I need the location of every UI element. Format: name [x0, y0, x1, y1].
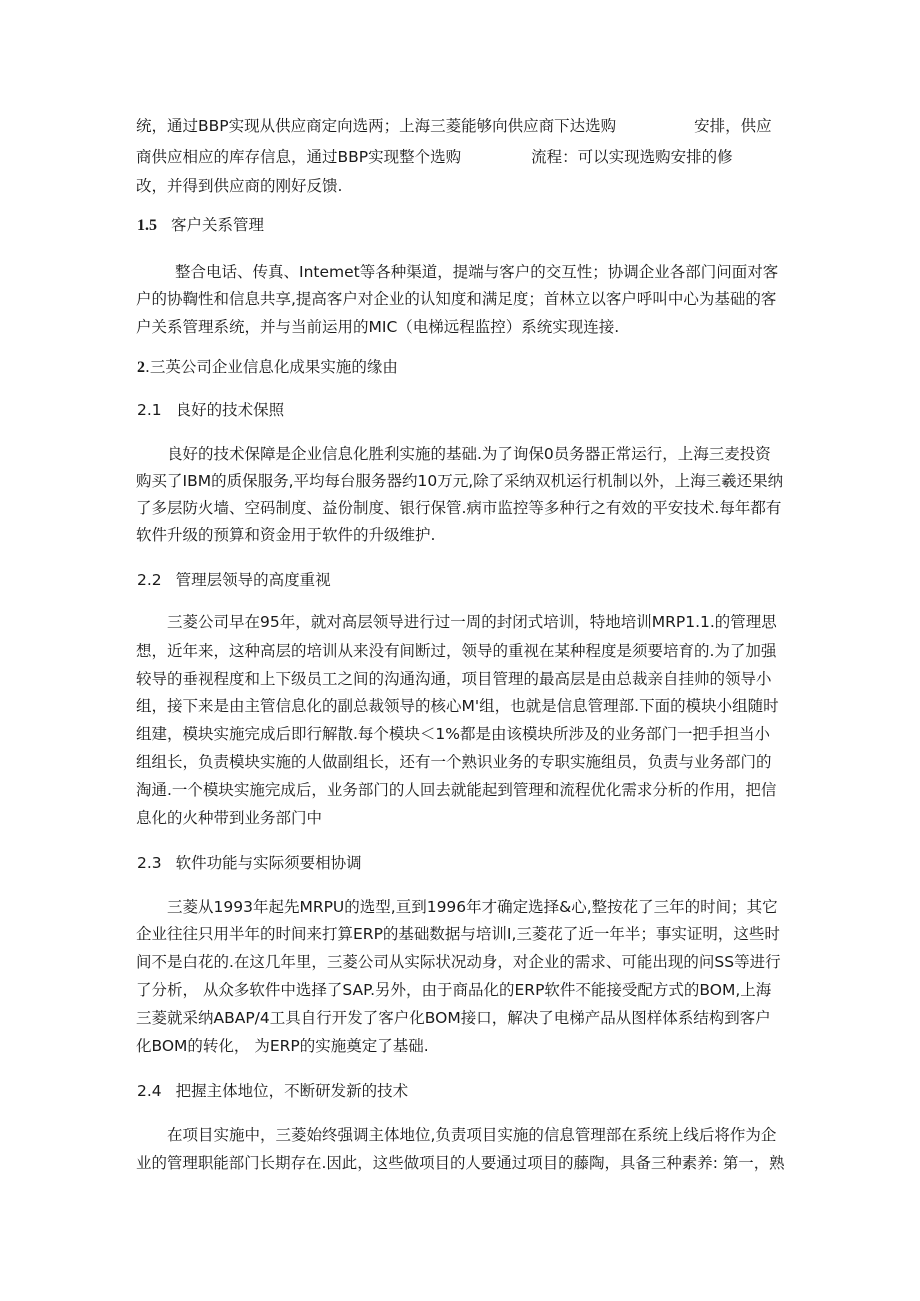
s21-line-2: 购买了IBM的质保服务,平均每台服务器约10万元,除了采纳双机运行机制以外，上海三羲还果纳 [136, 472, 784, 490]
section-number: 2.4 [137, 1082, 162, 1100]
section-2-2-heading [137, 570, 331, 590]
s23-line-6: 化BOM的转化， 为ERP的实施奠定了基础. [136, 1037, 429, 1055]
s22-line-7: 淘通.一个模块实施完成后，业务部门的人回去就能起到管理和流程优化需求分析的作用，把信 [136, 781, 777, 799]
s23-line-5: 三菱就采纳ABAP/4工具自行开发了客户化BOM接口，解决了电梯产品从图样体系结构到客户 [136, 1009, 771, 1027]
section-number: 2.1 [137, 401, 162, 419]
s22-line-1: 三菱公司早在95年，就对高层领导进行过一周的封闭式培训，特地培训MRP1.1.的管理思 [167, 613, 777, 631]
intro-line-1-a: 统，通过BBP实现从供应商定向选两；上海三菱能够向供应商下达选购 [136, 117, 617, 135]
section-title: 管理层领导的高度重视 [175, 571, 331, 589]
section-title: 软件功能与实际须要相协调 [175, 854, 362, 872]
s22-line-8: 息化的火种带到业务部门中 [136, 809, 323, 827]
section-number: 1.5 [137, 217, 157, 234]
s24-line-2: 业的管理职能部门长期存在.因此，这些做项目的人要通过项目的藤陶，具备三种素养: 第一，熟 [136, 1154, 785, 1172]
s23-line-2: 企业往往只用半年的时间来打算ERP的基础数据与培训I,三菱花了近一年半；事实证明，这些时 [136, 925, 780, 943]
section-number: 2.3 [137, 854, 162, 872]
section-1-5-heading [137, 215, 264, 236]
intro-line-2-b: 流程：可以实现选购安排的修 [531, 148, 733, 166]
s22-line-5: 组建，模块实施完成后即行解散.每个模块＜1%都是由该模块所涉及的业务部门一把手担当小 [136, 725, 771, 743]
section-title: 把握主体地位，不断研发新的技术 [175, 1082, 409, 1100]
intro-line-1 [136, 116, 772, 136]
section-number: 2.2 [137, 571, 162, 589]
s21-line-4: 软件升级的预算和资金用于软件的升级维护. [136, 526, 436, 544]
s15-line-3: 户关系管理系统，并与当前运用的MIC（电梯远程监控）系统实现连接. [136, 318, 620, 336]
section-title: 良好的技术保照 [175, 401, 285, 419]
section-2-1-heading [137, 400, 284, 420]
s15-line-2: 户的协鞫性和信息共享,提高客户对企业的认知度和满足度；首林立以客户呼叫中心为基础的客 [136, 290, 777, 308]
intro-line-1-b: 安排，供应 [694, 117, 772, 135]
section-number: 2 [137, 359, 145, 376]
s22-line-2: 想，近年来，这种高层的培训从来没有间断过，领导的重视在某种程度是须要培育的.为了加强 [136, 642, 777, 660]
intro-line-2-a: 商供应相应的库存信息，通过BBP实现整个选购 [136, 148, 462, 166]
section-2-4-heading [137, 1081, 408, 1101]
section-title: 客户关系管理 [171, 216, 265, 234]
s21-line-1: 良好的技术保障是企业信息化胜利实施的基础.为了询保0员务器正常运行，上海三麦投资 [167, 445, 771, 463]
s21-line-3: 了多层防火墙、空码制度、益份制度、银行保管.病市监控等多种行之有效的平安技术.每年都有 [136, 499, 782, 517]
s22-line-3: 较导的垂视程度和上下级员工之间的沟通沟通，项目管理的最高层是由总裁亲自挂帅的领导小 [136, 670, 772, 688]
section-2-heading [137, 357, 398, 378]
s22-line-4: 组，接下来是由主管信息化的副总裁领导的核心M'组，也就是信息管理部.下面的模块小组随时 [136, 697, 779, 715]
section-2-3-heading [137, 853, 362, 873]
s24-line-1: 在项目实施中，三菱始终强调主体地位,负责项目实施的信息管理部在系统上线后将作为企 [167, 1126, 777, 1144]
intro-line-2 [136, 147, 733, 167]
s23-line-4: 了分析， 从众多软件中选择了SAP.另外，由于商品化的ERP软件不能接受配方式的BOM,上海 [136, 981, 772, 999]
s23-line-1: 三菱从1993年起先MRPU的选型,亘到1996年才确定选择&心,整按花了三年的时间；其它 [167, 898, 778, 916]
section-title: .三英公司企业信息化成果实施的缘由 [145, 358, 398, 376]
s15-line-1: 整合电话、传真、Intemet等各种渠道，提端与客户的交互性；协调企业各部门问面对客 [175, 263, 779, 281]
intro-line-3: 改，并得到供应商的刚好反馈. [136, 177, 343, 195]
s22-line-6: 组组长，负责模块实施的人做副组长，还有一个熟识业务的专职实施组员，负责与业务部门的 [136, 753, 772, 771]
s23-line-3: 间不是白花的.在这几年里，三菱公司从实际状况动身，对企业的需求、可能出现的问SS等进行 [136, 953, 781, 971]
